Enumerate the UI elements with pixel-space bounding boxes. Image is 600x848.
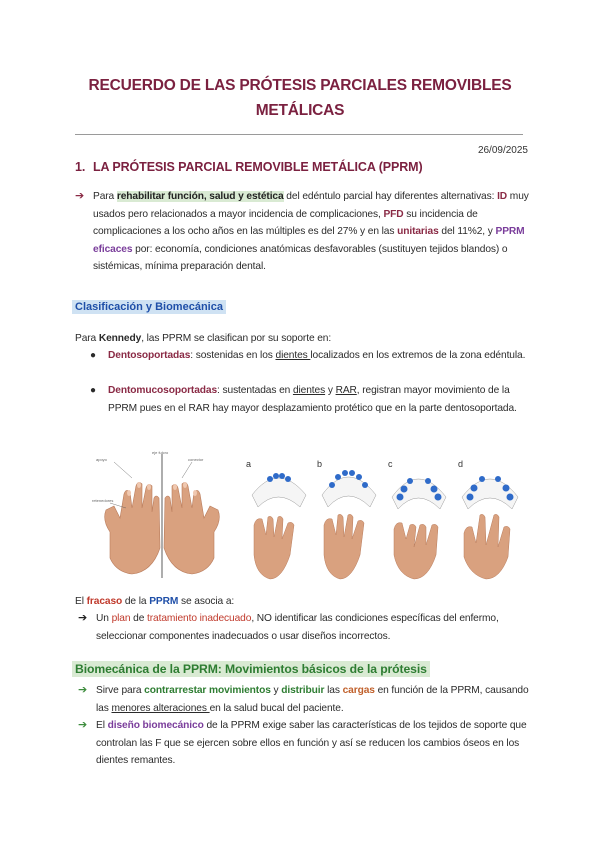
- term-distribuir: distribuir: [281, 685, 325, 696]
- term-pprm-eficaces: PPRM eficaces: [93, 226, 525, 255]
- term-pprm: PPRM: [149, 596, 179, 607]
- biomechanics-item-2: ➔ El diseño biomecánico de la PPRM exige saber las características de los tejidos de soporte que controlan las F que se ejercen sobre ellos en función y así se reducen los cambios óseos en los dientes remantes.: [78, 719, 527, 766]
- classification-lead: Para Kennedy, las PPRM se clasifican por su soporte en:: [75, 333, 332, 344]
- term-contrarrestar: contrarrestar movimientos: [144, 685, 271, 696]
- arches-panels-figure: [242, 455, 532, 583]
- list-item: ● Dentosoportadas: sostenidas en los dientes localizados en los extremos de la zona edéntula.: [90, 347, 530, 365]
- arrow-right-icon: ➔: [78, 719, 88, 731]
- panel-letter-d: d: [458, 459, 464, 469]
- panel-letter-b: b: [317, 459, 323, 469]
- term-diseno-biomecanico: diseño biomecánico: [107, 720, 204, 731]
- term-fracaso: fracaso: [86, 596, 123, 607]
- term-plan: plan: [111, 613, 131, 624]
- arrow-right-icon: ➔: [78, 684, 88, 696]
- term-kennedy: Kennedy: [98, 333, 142, 344]
- term-id: ID: [497, 191, 508, 202]
- title-divider: [75, 134, 523, 135]
- failure-lead: El fracaso de la PPRM se asocia a:: [75, 596, 235, 607]
- panel-letter-c: c: [388, 459, 393, 469]
- arrow-right-icon: ➔: [78, 612, 88, 624]
- classification-heading: Clasificación y Biomecánica: [72, 300, 226, 314]
- section-1-title: LA PRÓTESIS PARCIAL REMOVIBLE METÁLICA (PPRM): [93, 160, 423, 174]
- title-line-1: RECUERDO DE LAS PRÓTESIS PARCIALES REMOVIBLES: [88, 77, 512, 94]
- biomechanics-heading: Biomecánica de la PPRM: Movimientos básicos de la prótesis: [72, 661, 430, 677]
- arrow-right-icon: ➔: [75, 190, 85, 202]
- section-1-heading: [75, 160, 423, 174]
- intro-paragraph: ➔ Para rehabilitar función, salud y estética del edéntulo parcial hay diferentes alternativas: ID muy usados pero relacionados a mayor incidencia de complicaciones, PFD su incidencia de complicaciones a los ocho años en las múltiples es del 27% y en las unitarias del 11%2, y PPRM eficaces por: economía, condiciones anatómicas desfavorables (sustituyen tejidos blandos) o sistémicas, mínima preparación dental.: [75, 190, 529, 272]
- hands-diagram-figure: [92, 448, 232, 578]
- term-dentomucosoportadas: Dentomucosoportadas: [108, 385, 218, 396]
- arches-panels-svg: [242, 455, 532, 583]
- label-fulcrum: eje fulcro: [152, 450, 169, 455]
- hands-diagram-svg: [92, 448, 232, 578]
- term-unitarias: unitarias: [397, 226, 439, 237]
- highlight-rehabilitar: rehabilitar función, salud y estética: [116, 191, 284, 202]
- term-tratamiento: tratamiento inadecuado: [147, 613, 252, 624]
- panel-letter-a: a: [246, 459, 252, 469]
- bullet-icon: ●: [90, 385, 96, 396]
- label-retenedores: retenedores: [92, 498, 114, 503]
- document-date: 26/09/2025: [477, 145, 528, 156]
- list-item: ● Dentomucosoportadas: sustentadas en dientes y RAR, registran mayor movimiento de la PPRM pues en el RAR hay mayor desplazamiento protético que en la parte dentosoportada.: [90, 382, 530, 417]
- term-pfd: PFD: [383, 208, 404, 220]
- failure-item: ➔ Un plan de tratamiento inadecuado, NO identificar las condiciones específicas del enfermo, seleccionar componentes inadecuados o usar diseños incorrectos.: [78, 612, 499, 642]
- biomechanics-item-1: ➔ Sirve para contrarrestar movimientos y distribuir las cargas en función de la PPRM, causando las menores alteraciones en la salud bucal del paciente.: [78, 684, 529, 714]
- section-1-number: 1.: [75, 160, 86, 174]
- term-dentosoportadas: Dentosoportadas: [108, 350, 191, 361]
- label-conector: conector: [188, 457, 204, 462]
- label-apoyo: apoyo: [96, 457, 107, 462]
- title-line-2: METÁLICAS: [255, 102, 345, 119]
- bullet-icon: ●: [90, 350, 96, 361]
- term-cargas: cargas: [342, 685, 375, 696]
- document-title: [70, 73, 530, 123]
